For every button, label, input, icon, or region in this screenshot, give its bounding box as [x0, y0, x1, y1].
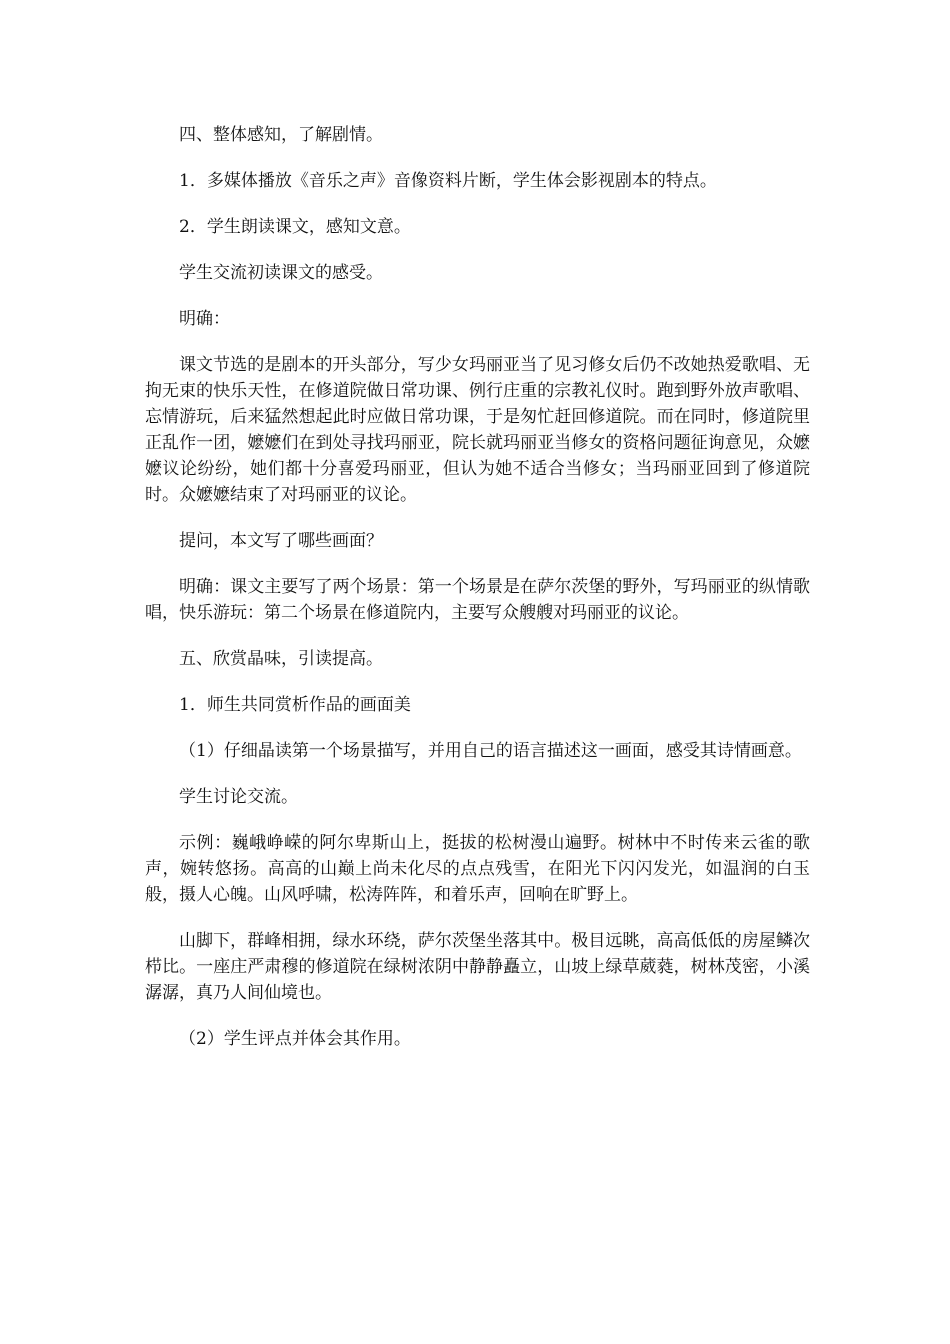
paragraph: 提问，本文写了哪些画面？ [179, 531, 383, 551]
list-item-1: 1．师生共同赏析作品的画面美 [179, 695, 411, 715]
section-heading-5: 五、欣赏晶味，引读提高。 [179, 649, 383, 669]
paragraph: 课文节选的是剧本的开头部分，写少女玛丽亚当了见习修女后仍不改她热爱歌唱、无拘无束的快乐天性，在修道院做日常功课、例行庄重的宗教礼仪时。跑到野外放声歌唱、忘情游玩，后来猛然想起此时应做日常功课，于是匆忙赶回修道院。而在同时，修道院里正乱作一团，嬷嬷们在到处寻找玛丽亚，院长就玛丽亚当修女的资格问题征询意见，众嬷嬷议论纷纷，她们都十分喜爱玛丽亚，但认为她不适合当修女；当玛丽亚回到了修道院时。众嬷嬷结束了对玛丽亚的议论。 [145, 355, 810, 505]
list-item-2: 2．学生朗读课文，感知文意。 [179, 217, 411, 237]
paragraph: 示例：巍峨峥嵘的阿尔卑斯山上，挺拔的松树漫山遍野。树林中不时传来云雀的歌声，婉转悠扬。高高的山巅上尚未化尽的点点残雪，在阳光下闪闪发光，如温润的白玉般，摄人心魄。山风呼啸，松涛阵阵，和着乐声，回响在旷野上。 [145, 833, 810, 905]
paragraph: 学生交流初读课文的感受。 [179, 263, 383, 283]
paragraph: 山脚下，群峰相拥，绿水环绕，萨尔茨堡坐落其中。极目远眺，高高低低的房屋鳞次栉比。一座庄严肃穆的修道院在绿树浓阴中静静矗立，山坡上绿草葳蕤，树林茂密，小溪潺潺，真乃人间仙境也。 [145, 931, 810, 1003]
paragraph: 明确：课文主要写了两个场景：第一个场景是在萨尔茨堡的野外，写玛丽亚的纵情歌唱，快乐游玩：第二个场景在修道院内，主要写众艘艘对玛丽亚的议论。 [145, 577, 810, 623]
document-body [145, 122, 810, 1072]
list-item-1: 1．多媒体播放《音乐之声》音像资料片断，学生体会影视剧本的特点。 [179, 171, 717, 191]
section-heading-4: 四、整体感知，了解剧情。 [179, 125, 383, 145]
paragraph: 学生讨论交流。 [179, 787, 298, 807]
paragraph: 明确： [179, 309, 230, 329]
sub-item-1: （1）仔细晶读第一个场景描写，并用自己的语言描述这一画面，感受其诗情画意。 [179, 741, 802, 761]
sub-item-2: （2）学生评点并体会其作用。 [179, 1029, 411, 1049]
